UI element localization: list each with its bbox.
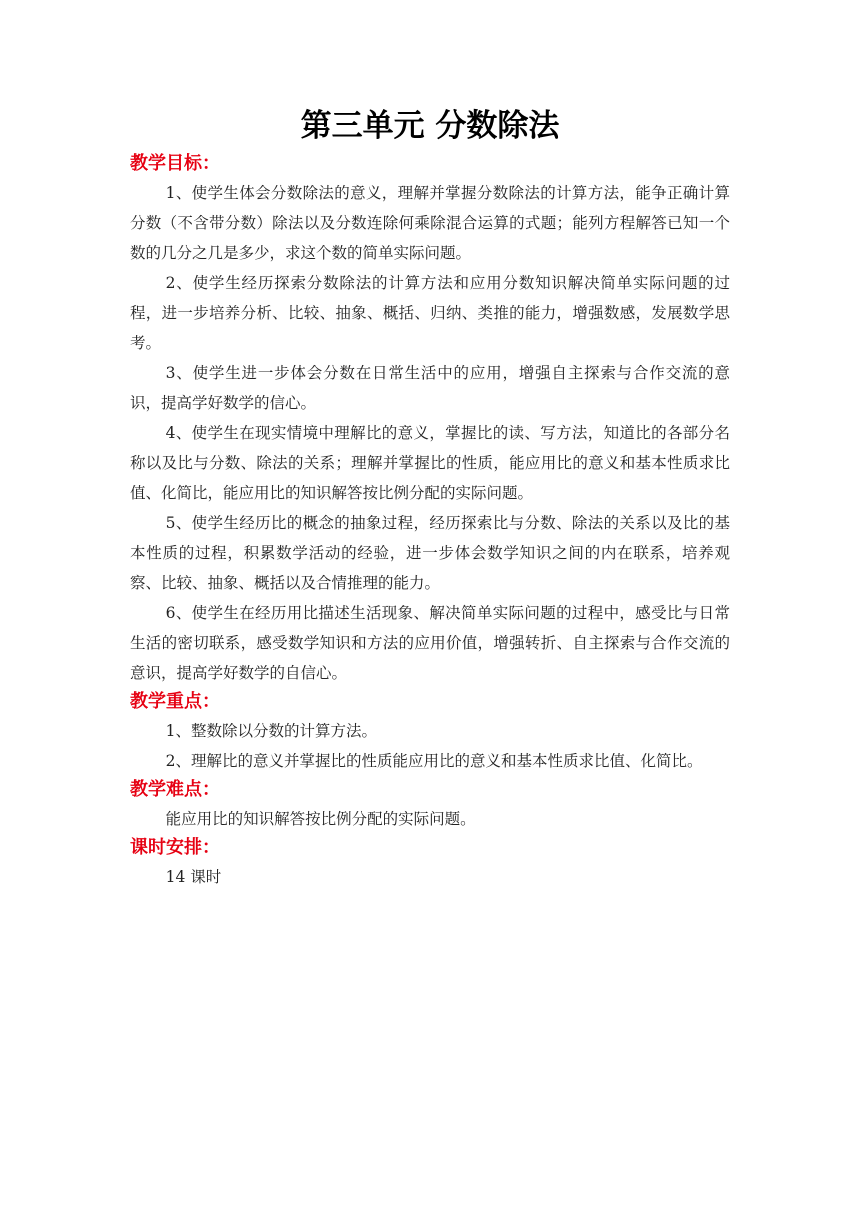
paragraph: 1、整数除以分数的计算方法。 (165, 722, 378, 740)
paragraph: 14 课时 (165, 868, 222, 886)
paragraph: 能应用比的知识解答按比例分配的实际问题。 (165, 810, 476, 828)
paragraph: 2、使学生经历探索分数除法的计算方法和应用分数知识解决简单实际问题的过程，进一步培养分析、比较、抽象、概括、归纳、类推的能力，增强数感，发展数学思考。 (130, 274, 730, 352)
section-heading: 课时安排： (130, 837, 220, 858)
page-title: 第三单元 分数除法 (300, 108, 560, 144)
paragraph: 5、使学生经历比的概念的抽象过程，经历探索比与分数、除法的关系以及比的基本性质的过程，积累数学活动的经验，进一步体会数学知识之间的内在联系，培养观察、比较、抽象、概括以及合情推理的能力。 (130, 514, 730, 592)
section-heading: 教学重点： (130, 691, 220, 712)
section-key-points (130, 688, 730, 776)
section-heading: 教学难点： (130, 779, 220, 800)
paragraph: 1、使学生体会分数除法的意义，理解并掌握分数除法的计算方法，能争正确计算分数（不含带分数）除法以及分数连除何乘除混合运算的式题；能列方程解答已知一个数的几分之几是多少，求这个数的简单实际问题。 (130, 184, 730, 262)
document-body (130, 150, 730, 892)
section-difficulties (130, 776, 730, 834)
section-teaching-objectives (130, 150, 730, 688)
paragraph: 3、使学生进一步体会分数在日常生活中的应用，增强自主探索与合作交流的意识，提高学好数学的信心。 (130, 364, 730, 412)
section-schedule (130, 834, 730, 892)
section-heading: 教学目标： (130, 153, 220, 174)
paragraph: 2、理解比的意义并掌握比的性质能应用比的意义和基本性质求比值、化简比。 (165, 752, 703, 770)
paragraph: 6、使学生在经历用比描述生活现象、解决简单实际问题的过程中，感受比与日常生活的密切联系，感受数学知识和方法的应用价值，增强转折、自主探索与合作交流的意识，提高学好数学的自信心。 (130, 604, 730, 682)
paragraph: 4、使学生在现实情境中理解比的意义，掌握比的读、写方法，知道比的各部分名称以及比与分数、除法的关系；理解并掌握比的性质，能应用比的意义和基本性质求比值、化简比，能应用比的知识解答按比例分配的实际问题。 (130, 424, 730, 502)
